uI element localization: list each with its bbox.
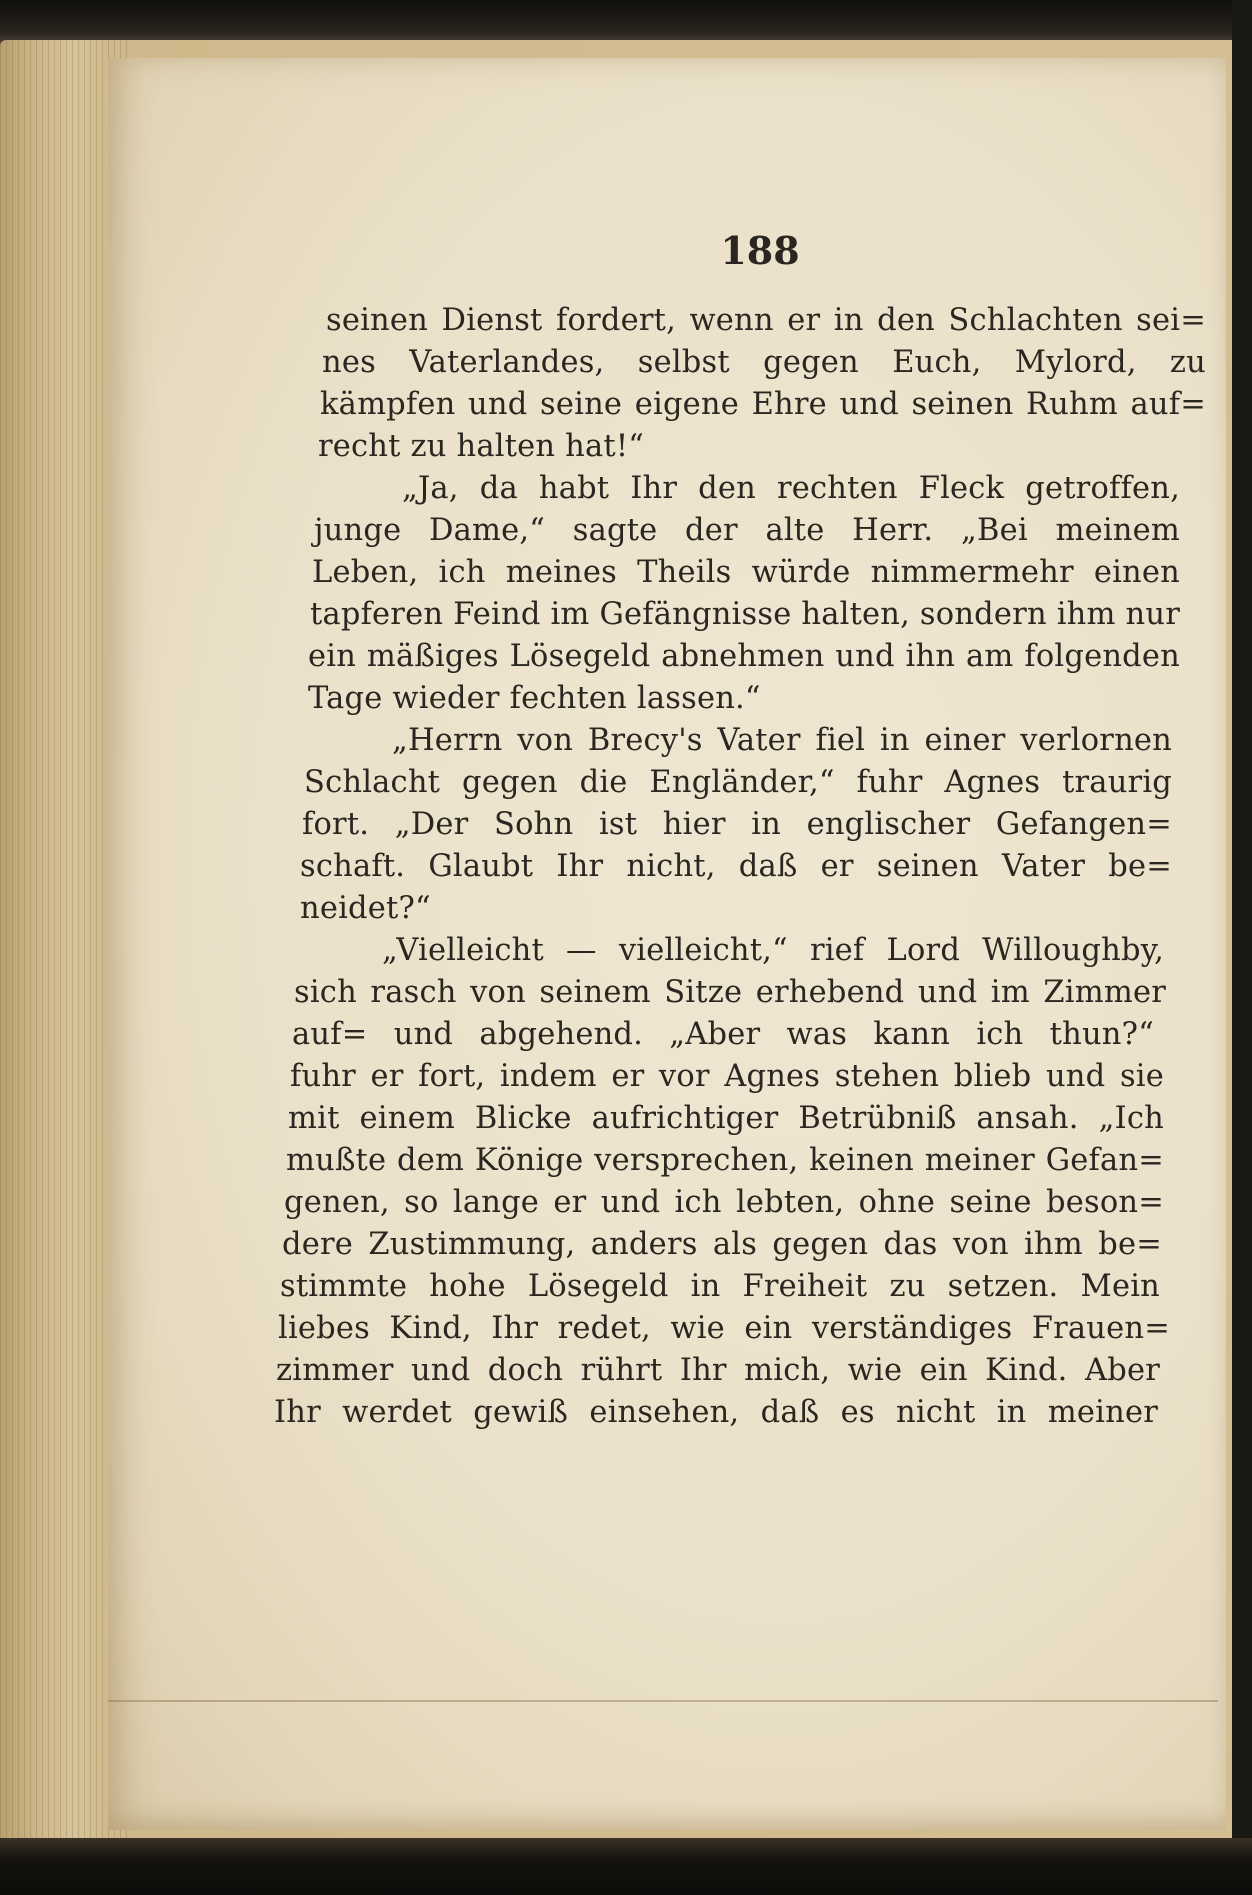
text-line: Leben, ich meines Theils würde nimmermehr einen — [312, 555, 1180, 590]
text-line: schaft. Glaubt Ihr nicht, daß er seinen Vater be= — [300, 849, 1172, 884]
text-line: seinen Dienst fordert, wenn er in den Schlachten sei= — [326, 303, 1206, 338]
page-number: 188 — [720, 228, 800, 273]
text-line: Schlacht gegen die Engländer,“ fuhr Agnes traurig — [304, 765, 1172, 800]
text-line: „Ja, da habt Ihr den rechten Fleck getroffen, — [402, 471, 1180, 506]
text-line: „Vielleicht — vielleicht,“ rief Lord Willoughby, — [382, 933, 1164, 968]
book-spine-edge — [1232, 0, 1252, 1895]
text-line: Tage wieder fechten lassen.“ — [308, 681, 761, 716]
text-line: ein mäßiges Lösegeld abnehmen und ihn am folgenden — [308, 639, 1180, 674]
page-fold-line — [108, 1700, 1218, 1702]
text-line: stimmte hohe Lösegeld in Freiheit zu setzen. Mein — [280, 1269, 1160, 1304]
text-line: „Herrn von Brecy's Vater fiel in einer verlornen — [392, 723, 1172, 758]
text-line: auf= und abgehend. „Aber was kann ich thun?“ — [292, 1017, 1154, 1052]
text-line: sich rasch von seinem Sitze erhebend und im Zimmer — [294, 975, 1166, 1010]
text-line: tapferen Feind im Gefängnisse halten, sondern ihm nur — [310, 597, 1180, 632]
text-line: genen, so lange er und ich lebten, ohne seine beson= — [284, 1185, 1164, 1220]
text-line: recht zu halten hat!“ — [318, 429, 645, 464]
text-line: fort. „Der Sohn ist hier in englischer Gefangen= — [302, 807, 1172, 842]
text-line: junge Dame,“ sagte der alte Herr. „Bei meinem — [314, 513, 1180, 548]
text-line: mußte dem Könige versprechen, keinen meiner Gefan= — [286, 1143, 1164, 1178]
text-line: liebes Kind, Ihr redet, wie ein verständiges Frauen= — [278, 1311, 1170, 1346]
body-text — [274, 300, 1206, 1434]
book-cover-bottom-edge — [0, 1838, 1252, 1895]
text-line: fuhr er fort, indem er vor Agnes stehen blieb und sie — [290, 1059, 1164, 1094]
text-line: neidet?“ — [300, 891, 431, 926]
text-line: dere Zustimmung, anders als gegen das von ihm be= — [282, 1227, 1162, 1262]
text-line: mit einem Blicke aufrichtiger Betrübniß ansah. „Ich — [288, 1101, 1164, 1136]
text-line: zimmer und doch rührt Ihr mich, wie ein Kind. Aber — [276, 1353, 1160, 1388]
text-line: Ihr werdet gewiß einsehen, daß es nicht in meiner — [274, 1395, 1158, 1430]
text-line: kämpfen und seine eigene Ehre und seinen Ruhm auf= — [320, 387, 1206, 422]
text-line: nes Vaterlandes, selbst gegen Euch, Mylord, zu — [322, 345, 1206, 380]
